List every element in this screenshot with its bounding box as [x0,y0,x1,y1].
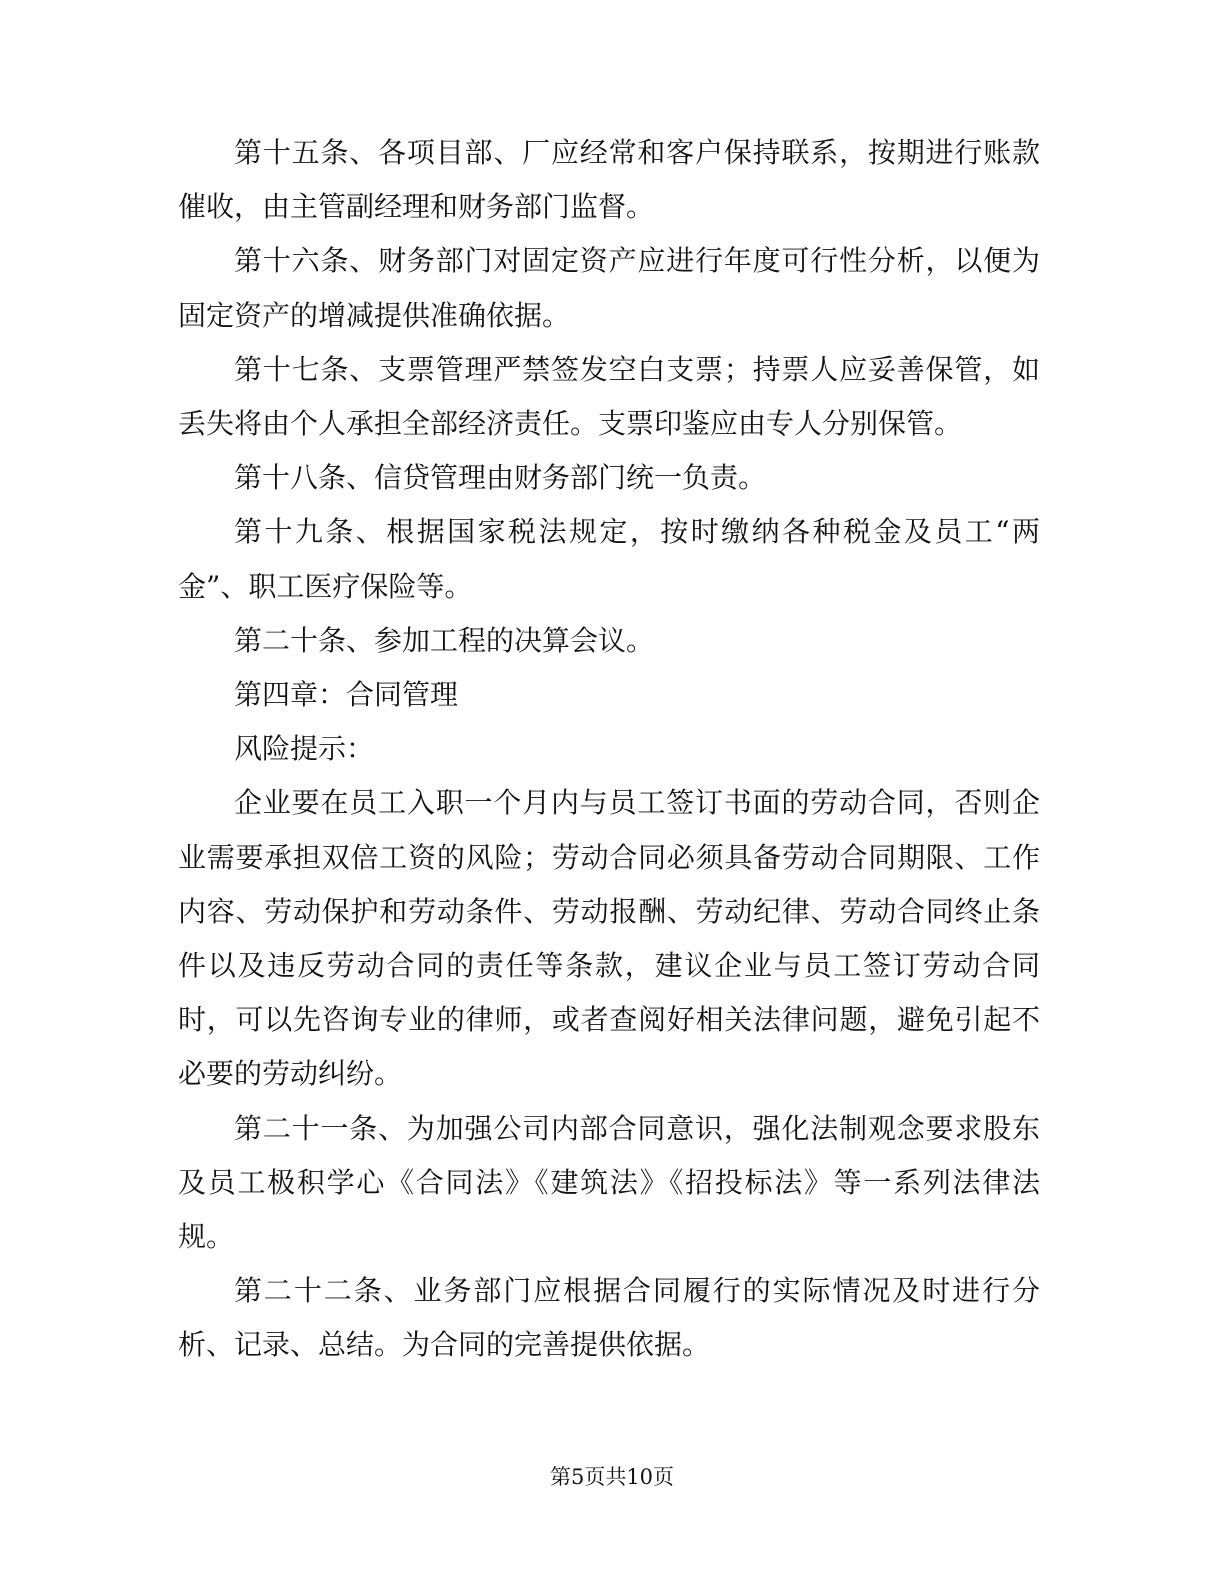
article-16-paragraph: 第十六条、财务部门对固定资产应进行年度可行性分析，以便为固定资产的增减提供准确依据。 [178,244,1040,332]
article-18-paragraph: 第十八条、信贷管理由财务部门统一负责。 [234,461,767,495]
article-21-paragraph: 第二十一条、为加强公司内部合同意识，强化法制观念要求股东及员工极积学心《合同法》《建筑法》《招投标法》等一系列法律法规。 [178,1111,1040,1254]
page-number-footer: 第5页共10页 [549,1465,675,1489]
document-body [178,126,1040,1373]
article-19-paragraph: 第十九条、根据国家税法规定，按时缴纳各种税金及员工“两金”、职工医疗保险等。 [178,515,1040,603]
chapter-4-heading: 第四章：合同管理 [234,678,459,712]
article-22-paragraph: 第二十二条、业务部门应根据合同履行的实际情况及时进行分析、记录、总结。为合同的完善提供依据。 [178,1274,1040,1362]
article-20-paragraph: 第二十条、参加工程的决算会议。 [234,623,655,657]
article-17-paragraph: 第十七条、支票管理严禁签发空白支票；持票人应妥善保管，如丢失将由个人承担全部经济责任。支票印鉴应由专人分别保管。 [178,352,1040,441]
risk-notice-paragraph: 企业要在员工入职一个月内与员工签订书面的劳动合同，否则企业需要承担双倍工资的风险；劳动合同必须具备劳动合同期限、工作内容、劳动保护和劳动条件、劳动报酬、劳动纪律、劳动合同终止条件以及违反劳动合同的责任等条款，建议企业与员工签订劳动合同时，可以先咨询专业的律师，或者查阅好相关法律问题，避免引起不必要的劳动纠纷。 [178,786,1040,1091]
risk-notice-heading: 风险提示： [234,732,375,766]
article-15-paragraph: 第十五条、各项目部、厂应经常和客户保持联系，按期进行账款催收，由主管副经理和财务部门监督。 [178,136,1040,224]
